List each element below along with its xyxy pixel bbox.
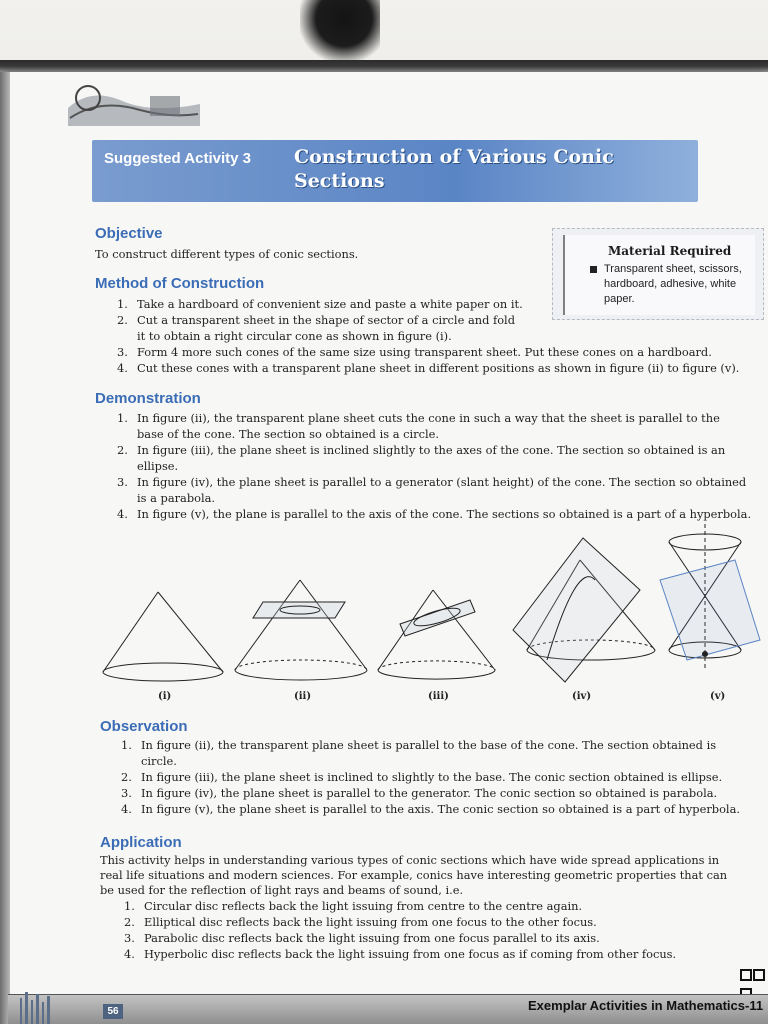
list-item: 4. Hyperbolic disc reflects back the light issuing from one focus as if coming from other focus. <box>124 947 677 961</box>
application-intro-3: be used for the reflection of light rays and beams of sound, i.e. <box>100 883 464 897</box>
figure-caption-v: (v) <box>710 691 726 702</box>
figure-i-cone <box>103 592 223 681</box>
figure-v-double-cone <box>660 524 760 670</box>
list-item: 1. In figure (ii), the transparent plane sheet cuts the cone in such a way that the sheet is parallel to the base of the cone. The section so obtained is a circle. <box>117 411 720 441</box>
list-item: 4. In figure (v), the plane is parallel to the axis of the cone. The sections so obtained is a part of a hyperbola. <box>117 507 752 521</box>
list-item: 2. In figure (iii), the plane sheet is inclined to slightly to the base. The conic section obtained is ellipse. <box>121 770 723 784</box>
application-heading: Application <box>100 834 182 851</box>
page-gutter <box>0 72 10 1024</box>
application-intro-1: This activity helps in understanding various types of conic sections which have wide spread applications in <box>100 853 720 867</box>
objective-heading: Objective <box>95 225 163 242</box>
list-item: 3. Form 4 more such cones of the same size using transparent sheet. Put these cones on a hardboard. <box>117 345 712 359</box>
list-item: 2. Elliptical disc reflects back the light issuing from one focus to the other focus. <box>124 915 597 929</box>
figure-caption-i: (i) <box>158 691 172 702</box>
figure-iii-cone <box>378 590 495 679</box>
list-item: 2. In figure (iii), the plane sheet is inclined slightly to the axes of the cone. The section so obtained is an ellipse. <box>117 443 726 473</box>
list-item: 3. In figure (iv), the plane sheet is parallel to the generator. The conic section so obtained is parabola. <box>121 786 718 800</box>
list-item: 3. Parabolic disc reflects back the light issuing from one focus parallel to its axis. <box>124 931 600 945</box>
method-heading: Method of Construction <box>95 275 265 292</box>
application-steps <box>124 898 676 962</box>
list-item: 1. Circular disc reflects back the light issuing from centre to the centre again. <box>124 899 583 913</box>
book-title: Exemplar Activities in Mathematics-11 <box>528 998 764 1013</box>
bullet-icon <box>590 266 597 273</box>
page-number: 56 <box>103 1004 123 1019</box>
material-heading: Material Required <box>608 244 732 258</box>
list-item: 4. Cut these cones with a transparent plane sheet in different positions as shown in figure (ii) to figure (v). <box>117 361 740 375</box>
header-decoration-image <box>60 78 210 128</box>
page-title: Construction of Various Conic Sections <box>294 146 614 192</box>
demonstration-heading: Demonstration <box>95 390 201 407</box>
observation-steps <box>121 737 740 817</box>
list-item: 2. Cut a transparent sheet in the shape of sector of a circle and fold it to obtain a right circular cone as shown in figure (i). <box>117 313 515 343</box>
figure-caption-iv: (iv) <box>572 691 592 702</box>
objective-text: To construct different types of conic sections. <box>95 247 359 261</box>
list-item: 1. Take a hardboard of convenient size and paste a white paper on it. <box>117 297 523 311</box>
figure-iv-cone <box>513 538 655 682</box>
list-item: 1. In figure (ii), the transparent plane sheet is parallel to the base of the cone. The section obtained is circle. <box>121 738 717 768</box>
figure-ii-cone <box>235 580 367 680</box>
figure-caption-ii: (ii) <box>294 691 312 702</box>
finger-shadow <box>300 0 380 62</box>
material-item: Transparent sheet, scissors, hardboard, adhesive, white paper. <box>604 263 742 305</box>
figure-caption-iii: (iii) <box>428 691 449 702</box>
list-item: 4. In figure (v), the plane sheet is parallel to the axis. The conic section so obtained is a part of hyperbola. <box>121 802 740 816</box>
method-steps <box>117 296 739 376</box>
demonstration-steps <box>117 410 751 522</box>
observation-heading: Observation <box>100 718 188 735</box>
list-item: 3. In figure (iv), the plane sheet is parallel to a generator (slant height) of the cone. The section so obtained is a parabola. <box>117 475 747 505</box>
application-intro-2: real life situations and modern sciences. For example, conics have interesting geometric properties that can <box>100 868 728 882</box>
activity-label: Suggested Activity 3 <box>104 150 251 167</box>
conic-figures <box>95 520 768 695</box>
footer-pattern-icon <box>18 990 58 1024</box>
